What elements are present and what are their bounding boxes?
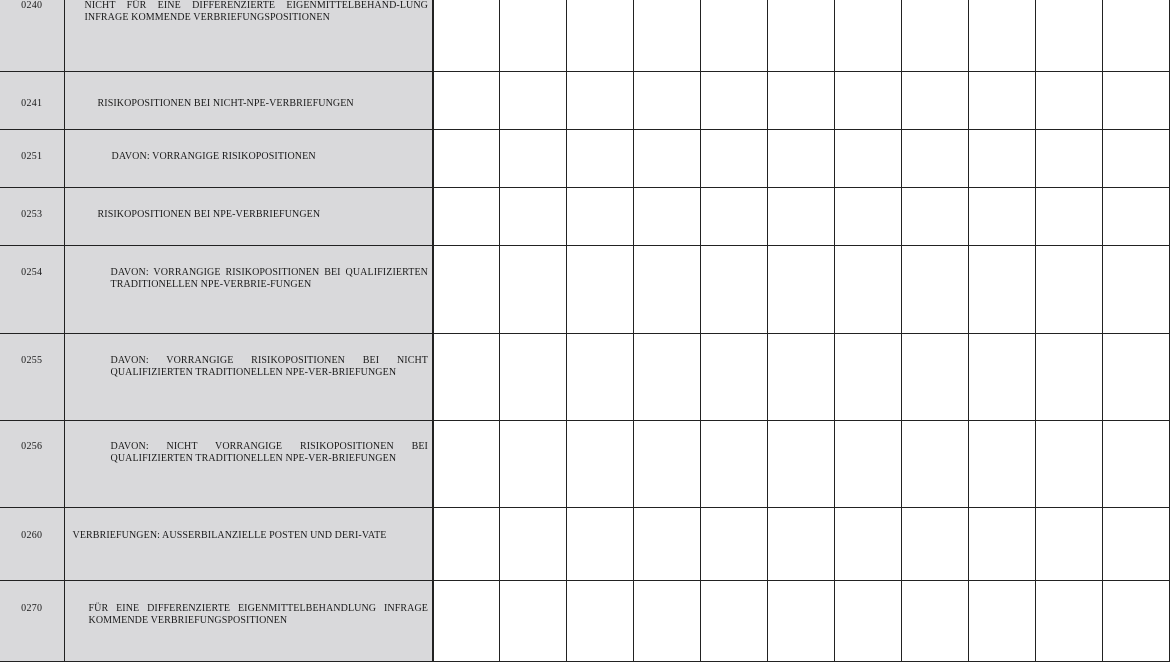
data-cell[interactable] <box>968 420 1035 507</box>
data-cell[interactable] <box>1102 333 1169 420</box>
data-cell[interactable] <box>433 333 499 420</box>
data-cell[interactable] <box>566 580 633 661</box>
data-cell[interactable] <box>566 507 633 580</box>
data-cell[interactable] <box>1102 129 1169 187</box>
data-cell[interactable] <box>767 187 834 245</box>
data-cell[interactable] <box>700 580 767 661</box>
data-cell[interactable] <box>433 245 499 333</box>
data-cell[interactable] <box>767 333 834 420</box>
row-label-cell <box>64 420 433 507</box>
row-label: FÜR EINE DIFFERENZIERTE EIGENMITTELBEHANDLUNG INFRAGE KOMMENDE VERBRIEFUNGSPOSITIONEN <box>88 602 428 626</box>
table-row <box>0 580 1170 661</box>
row-code: 0240 <box>0 0 64 71</box>
data-cell[interactable] <box>633 420 700 507</box>
data-cell[interactable] <box>499 420 566 507</box>
row-label-cell <box>64 333 433 420</box>
data-cell[interactable] <box>1102 420 1169 507</box>
data-cell[interactable] <box>633 71 700 129</box>
data-cell[interactable] <box>834 187 901 245</box>
data-cell[interactable] <box>901 245 968 333</box>
data-cell[interactable] <box>1035 420 1102 507</box>
data-cell[interactable] <box>1102 507 1169 580</box>
data-cell[interactable] <box>767 129 834 187</box>
data-cell[interactable] <box>834 0 901 71</box>
data-cell[interactable] <box>700 187 767 245</box>
data-cell[interactable] <box>767 580 834 661</box>
data-cell[interactable] <box>499 245 566 333</box>
row-code: 0255 <box>0 333 64 420</box>
data-cell[interactable] <box>1035 187 1102 245</box>
data-cell[interactable] <box>767 245 834 333</box>
row-label-cell <box>64 507 433 580</box>
row-label: RISIKOPOSITIONEN BEI NICHT-NPE-VERBRIEFUNGEN <box>97 97 354 109</box>
table-row <box>0 333 1170 420</box>
row-code: 0254 <box>0 245 64 333</box>
data-cell[interactable] <box>633 187 700 245</box>
data-cell[interactable] <box>433 187 499 245</box>
data-cell[interactable] <box>700 420 767 507</box>
data-cell[interactable] <box>901 580 968 661</box>
data-cell[interactable] <box>834 333 901 420</box>
data-cell[interactable] <box>633 0 700 71</box>
row-label-cell <box>64 129 433 187</box>
data-cell[interactable] <box>566 129 633 187</box>
data-cell[interactable] <box>1035 333 1102 420</box>
row-label-cell <box>64 187 433 245</box>
table-row <box>0 0 1170 71</box>
data-cell[interactable] <box>700 245 767 333</box>
data-cell[interactable] <box>499 0 566 71</box>
data-cell[interactable] <box>968 0 1035 71</box>
data-cell[interactable] <box>633 129 700 187</box>
data-cell[interactable] <box>499 129 566 187</box>
row-code: 0253 <box>0 187 64 245</box>
row-code: 0260 <box>0 507 64 580</box>
data-cell[interactable] <box>499 333 566 420</box>
row-label: DAVON: VORRANGIGE RISIKOPOSITIONEN BEI NICHT QUALIFIZIERTEN TRADITIONELLEN NPE-VER-BRIEFUNGEN <box>110 354 428 378</box>
data-cell[interactable] <box>566 245 633 333</box>
data-cell[interactable] <box>767 507 834 580</box>
data-cell[interactable] <box>767 71 834 129</box>
data-cell[interactable] <box>1035 129 1102 187</box>
data-cell[interactable] <box>1035 0 1102 71</box>
row-code: 0256 <box>0 420 64 507</box>
data-cell[interactable] <box>968 71 1035 129</box>
data-cell[interactable] <box>767 0 834 71</box>
data-cell[interactable] <box>1035 580 1102 661</box>
data-cell[interactable] <box>1102 71 1169 129</box>
data-cell[interactable] <box>633 245 700 333</box>
data-cell[interactable] <box>433 507 499 580</box>
data-cell[interactable] <box>968 129 1035 187</box>
data-cell[interactable] <box>968 580 1035 661</box>
data-cell[interactable] <box>700 0 767 71</box>
data-cell[interactable] <box>433 129 499 187</box>
data-cell[interactable] <box>1102 0 1169 71</box>
data-cell[interactable] <box>700 333 767 420</box>
data-cell[interactable] <box>968 245 1035 333</box>
row-label-cell <box>64 0 433 71</box>
row-label: DAVON: VORRANGIGE RISIKOPOSITIONEN BEI QUALIFIZIERTEN TRADITIONELLEN NPE-VERBRIE-FUNGEN <box>110 266 428 290</box>
data-cell[interactable] <box>767 420 834 507</box>
data-cell[interactable] <box>700 129 767 187</box>
row-label: DAVON: NICHT VORRANGIGE RISIKOPOSITIONEN BEI QUALIFIZIERTEN TRADITIONELLEN NPE-VER-BRIEFUNGEN <box>110 440 428 464</box>
data-cell[interactable] <box>433 71 499 129</box>
data-cell[interactable] <box>834 507 901 580</box>
row-label: DAVON: VORRANGIGE RISIKOPOSITIONEN <box>111 150 316 162</box>
row-code: 0241 <box>0 71 64 129</box>
data-cell[interactable] <box>834 129 901 187</box>
data-cell[interactable] <box>700 507 767 580</box>
table-row <box>0 129 1170 187</box>
data-cell[interactable] <box>433 420 499 507</box>
data-cell[interactable] <box>633 333 700 420</box>
data-cell[interactable] <box>1102 580 1169 661</box>
data-cell[interactable] <box>1035 71 1102 129</box>
row-label-cell <box>64 71 433 129</box>
row-label: RISIKOPOSITIONEN BEI NPE-VERBRIEFUNGEN <box>97 208 321 220</box>
data-cell[interactable] <box>901 129 968 187</box>
data-cell[interactable] <box>1102 245 1169 333</box>
data-cell[interactable] <box>968 187 1035 245</box>
row-label: VERBRIEFUNGEN: AUSSERBILANZIELLE POSTEN UND DERI-VATE <box>72 529 387 541</box>
data-cell[interactable] <box>1102 187 1169 245</box>
data-cell[interactable] <box>499 507 566 580</box>
row-code: 0270 <box>0 580 64 661</box>
data-cell[interactable] <box>968 333 1035 420</box>
data-cell[interactable] <box>566 71 633 129</box>
data-cell[interactable] <box>433 0 499 71</box>
data-cell[interactable] <box>499 580 566 661</box>
data-cell[interactable] <box>566 333 633 420</box>
data-cell[interactable] <box>901 333 968 420</box>
data-cell[interactable] <box>901 0 968 71</box>
data-cell[interactable] <box>566 187 633 245</box>
data-cell[interactable] <box>834 245 901 333</box>
table-row <box>0 420 1170 507</box>
data-cell[interactable] <box>633 507 700 580</box>
table-row <box>0 245 1170 333</box>
table-row <box>0 187 1170 245</box>
data-cell[interactable] <box>834 420 901 507</box>
data-cell[interactable] <box>566 0 633 71</box>
row-code: 0251 <box>0 129 64 187</box>
data-cell[interactable] <box>968 507 1035 580</box>
data-cell[interactable] <box>499 71 566 129</box>
data-cell[interactable] <box>901 420 968 507</box>
data-cell[interactable] <box>901 187 968 245</box>
data-cell[interactable] <box>700 71 767 129</box>
table-row <box>0 507 1170 580</box>
data-cell[interactable] <box>566 420 633 507</box>
row-label: NICHT FÜR EINE DIFFERENZIERTE EIGENMITTELBEHAND-LUNG INFRAGE KOMMENDE VERBRIEFUNGSPOSITIONEN <box>84 0 428 23</box>
data-cell[interactable] <box>633 580 700 661</box>
data-cell[interactable] <box>1035 245 1102 333</box>
data-cell[interactable] <box>1035 507 1102 580</box>
data-cell[interactable] <box>433 580 499 661</box>
data-cell[interactable] <box>901 71 968 129</box>
row-label-cell <box>64 580 433 661</box>
data-cell[interactable] <box>834 71 901 129</box>
data-cell[interactable] <box>499 187 566 245</box>
data-cell[interactable] <box>901 507 968 580</box>
table-row <box>0 71 1170 129</box>
row-label-cell <box>64 245 433 333</box>
data-cell[interactable] <box>834 580 901 661</box>
